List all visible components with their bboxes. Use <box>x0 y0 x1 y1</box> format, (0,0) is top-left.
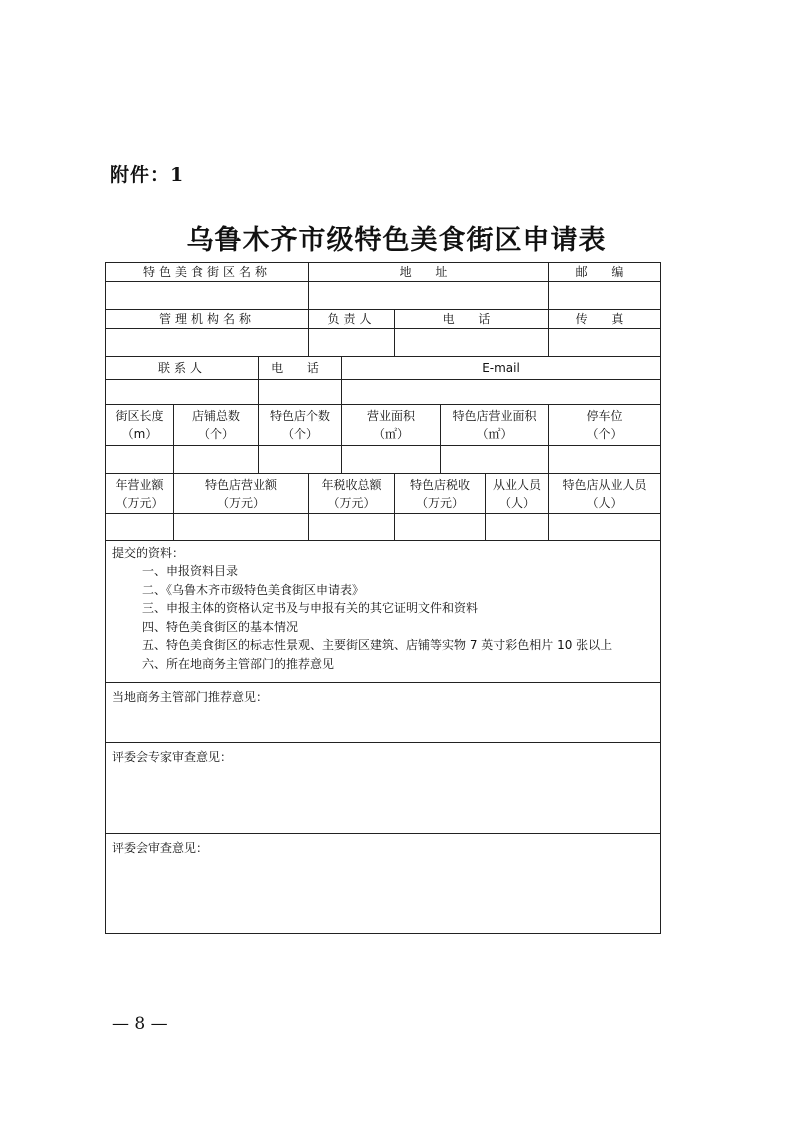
special-shop-tax-field[interactable] <box>395 514 486 541</box>
employees-header: 从业人员 （人） <box>486 474 549 514</box>
fax-header: 传 真 <box>549 310 661 329</box>
materials-item: 四、特色美食街区的基本情况 <box>142 619 299 634</box>
annual-tax-field[interactable] <box>309 514 395 541</box>
special-shop-employees-field[interactable] <box>549 514 661 541</box>
annual-revenue-field[interactable] <box>106 514 174 541</box>
special-shop-employees-header: 特色店从业人员 （人） <box>549 474 661 514</box>
contact-header: 联系人 <box>106 357 259 380</box>
materials-item: 六、所在地商务主管部门的推荐意见 <box>142 656 335 671</box>
special-shop-revenue-field[interactable] <box>174 514 309 541</box>
special-shop-area-header: 特色店营业面积 （㎡） <box>441 405 549 446</box>
special-shop-revenue-header: 特色店营业额 （万元） <box>174 474 309 514</box>
materials-item: 五、特色美食街区的标志性景观、主要街区建筑、店铺等实物 7 英寸彩色相片 10 张以上 <box>142 638 613 652</box>
management-org-field[interactable] <box>106 329 309 357</box>
email-header: E-mail <box>342 357 661 380</box>
materials-heading: 提交的资料： <box>112 546 185 560</box>
management-org-header: 管理机构名称 <box>106 310 309 329</box>
committee-review-opinion-label: 评委会审查意见： <box>112 841 209 855</box>
special-shop-count-field[interactable] <box>259 446 342 474</box>
fax-field[interactable] <box>549 329 661 357</box>
employees-field[interactable] <box>486 514 549 541</box>
phone-header: 电 话 <box>395 310 549 329</box>
address-header: 地 址 <box>309 263 549 282</box>
business-area-header: 营业面积 （㎡） <box>342 405 441 446</box>
contact-field[interactable] <box>106 380 259 405</box>
page-number: — 8 — <box>112 1014 168 1034</box>
special-shop-count-header: 特色店个数 （个） <box>259 405 342 446</box>
street-length-header: 街区长度 （m） <box>106 405 174 446</box>
street-length-field[interactable] <box>106 446 174 474</box>
materials-item: 二、《乌鲁木齐市级特色美食街区申请表》 <box>142 582 365 597</box>
local-commerce-opinion-field[interactable] <box>106 683 661 743</box>
attachment-label: 附件：1 <box>110 164 185 186</box>
email-field[interactable] <box>342 380 661 405</box>
contact-phone-field[interactable] <box>259 380 342 405</box>
local-commerce-opinion-label: 当地商务主管部门推荐意见： <box>112 690 269 704</box>
shop-total-header: 店铺总数 （个） <box>174 405 259 446</box>
principal-header: 负责人 <box>309 310 395 329</box>
expert-review-opinion-field[interactable] <box>106 743 661 834</box>
special-shop-tax-header: 特色店税收 （万元） <box>395 474 486 514</box>
parking-header: 停车位 （个） <box>549 405 661 446</box>
committee-review-opinion-field[interactable] <box>106 834 661 934</box>
materials-item: 一、申报资料目录 <box>142 564 239 578</box>
contact-phone-header: 电 话 <box>259 357 342 380</box>
district-name-header: 特色美食街区名称 <box>106 263 309 282</box>
annual-revenue-header: 年营业额 （万元） <box>106 474 174 514</box>
postcode-field[interactable] <box>549 282 661 310</box>
postcode-header: 邮 编 <box>549 263 661 282</box>
application-form-table <box>105 262 661 934</box>
materials-item: 三、申报主体的资格认定书及与申报有关的其它证明文件和资料 <box>142 601 479 615</box>
phone-field[interactable] <box>395 329 549 357</box>
shop-total-field[interactable] <box>174 446 259 474</box>
principal-field[interactable] <box>309 329 395 357</box>
address-field[interactable] <box>309 282 549 310</box>
expert-review-opinion-label: 评委会专家审查意见： <box>112 750 233 764</box>
special-shop-area-field[interactable] <box>441 446 549 474</box>
district-name-field[interactable] <box>106 282 309 310</box>
annual-tax-header: 年税收总额 （万元） <box>309 474 395 514</box>
parking-field[interactable] <box>549 446 661 474</box>
form-title: 乌鲁木齐市级特色美食街区申请表 <box>186 225 607 256</box>
business-area-field[interactable] <box>342 446 441 474</box>
submitted-materials-section <box>106 541 661 683</box>
